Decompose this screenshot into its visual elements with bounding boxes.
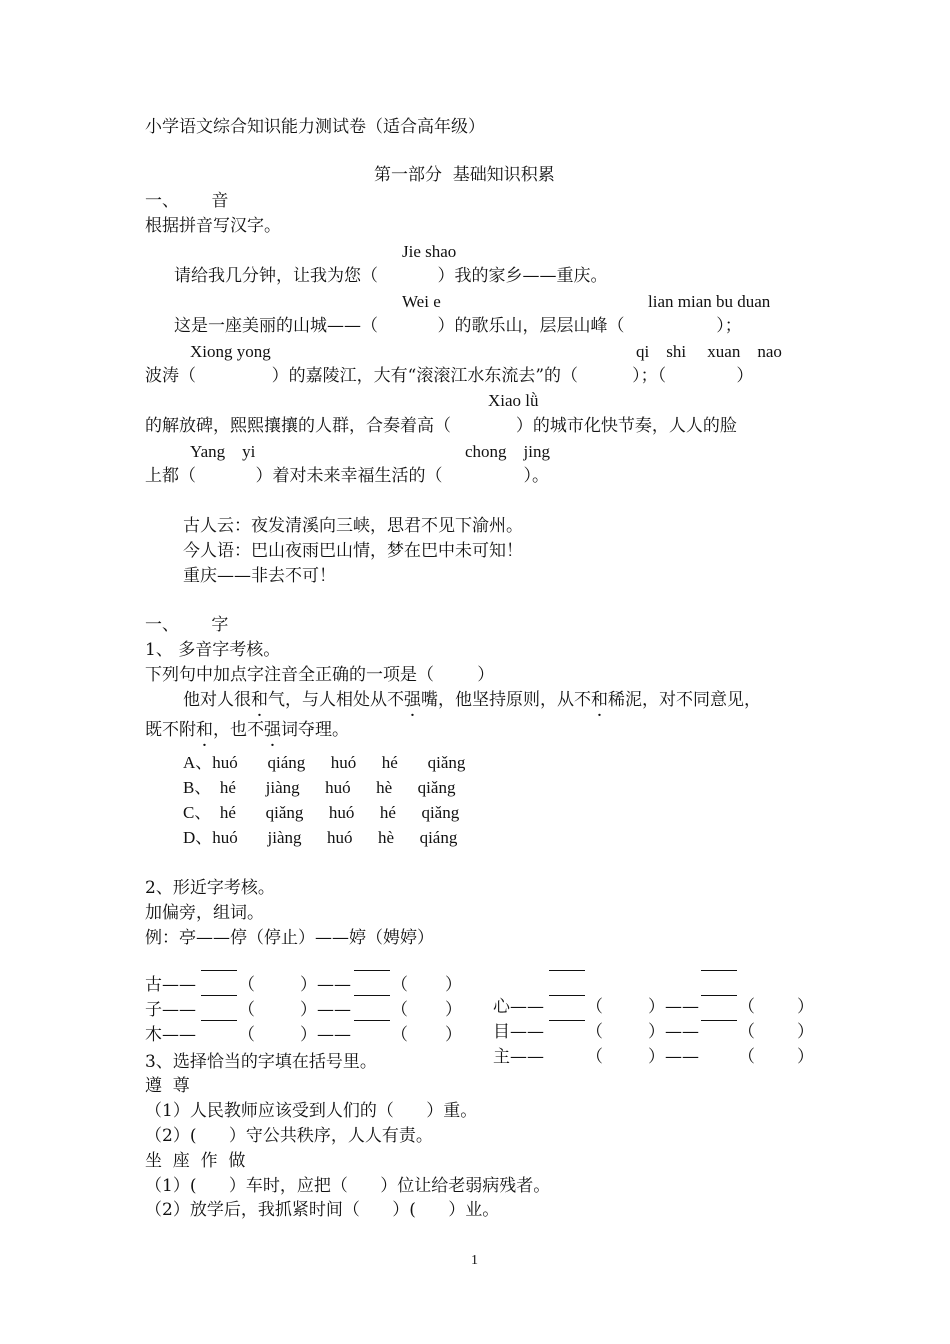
passage-line: 上都（ ）着对未来幸福生活的（ ）。	[145, 466, 549, 486]
q3-char-group: 遵 尊	[145, 1076, 190, 1096]
pinyin-prompt: lian mian bu duan	[648, 292, 771, 311]
q2-row: 古 —— （ ） —— （ ） 心 —— （ ） —— （ ）	[145, 952, 156, 1018]
quote-line: 古人云：夜发清溪向三峡，思君不见下渝州。	[183, 516, 523, 536]
q3-title: 3、选择恰当的字填在括号里。	[145, 1052, 377, 1072]
page-number: 1	[471, 1253, 478, 1268]
q3-item: （2）放学后，我抓紧时间（ ）( ）业。	[145, 1200, 500, 1220]
quote-line: 重庆——非去不可！	[183, 566, 336, 586]
q3-item: （2）( ）守公共秩序，人人有责。	[145, 1126, 433, 1146]
section1-instruction: 根据拼音写汉字。	[145, 216, 281, 236]
q2-example: 例：亭——停（停止）——婷（娉婷）	[145, 928, 434, 948]
part-heading: 第一部分 基础知识积累	[374, 165, 555, 185]
option-a: A、huó qiáng huó hé qiǎng	[183, 753, 466, 772]
section2-heading: 一、 字	[145, 615, 229, 635]
pinyin-prompt: chong jing	[465, 442, 550, 461]
pinyin-prompt: qi shi xuan nao	[636, 342, 782, 361]
section1-heading: 一、 音	[145, 191, 229, 211]
q1-instruction: 下列句中加点字注音全正确的一项是（ ）	[145, 665, 495, 685]
pinyin-prompt: Wei e	[402, 292, 441, 311]
passage-line: 这是一座美丽的山城——（ ）的歌乐山，层层山峰（ ）；	[174, 316, 742, 336]
quote-line: 今人语：巴山夜雨巴山情，梦在巴中未可知！	[183, 541, 523, 561]
q2-row: 子 —— （ ） —— （ ） 目 —— （ ） —— （ ）	[145, 977, 156, 1043]
q3-item: （1）人民教师应该受到人们的（ ）重。	[145, 1101, 478, 1121]
pinyin-prompt: Yang yi	[190, 442, 256, 461]
doc-title: 小学语文综合知识能力测试卷（适合高年级）	[145, 117, 485, 137]
option-d: D、huó jiàng huó hè qiáng	[183, 828, 458, 847]
q2-row: 木 —— （ ） —— （ ） 主 —— （ ） —— （ ）	[145, 1002, 156, 1068]
q2-instruction: 加偏旁，组词。	[145, 903, 264, 923]
passage-line: 波涛（ ）的嘉陵江，大有“滚滚江水东流去”的（ ）；（ ）	[145, 366, 754, 386]
passage-line: 请给我几分钟，让我为您（ ）我的家乡——重庆。	[174, 266, 608, 286]
q1-sentence: 他对人很和气，与人相处从不强嘴，他坚持原则，从不和稀泥，对不同意见，	[183, 690, 761, 710]
q3-char-group: 坐 座 作 做	[145, 1151, 246, 1171]
option-c: C、 hé qiǎng huó hé qiǎng	[183, 803, 460, 822]
q3-item: （1）( ）车时，应把（ ）位让给老弱病残者。	[145, 1176, 551, 1196]
pinyin-prompt: Xiong yong	[190, 342, 271, 361]
q1-sentence-line2: 既不附和，也不强词夺理。	[145, 720, 349, 740]
q2-title: 2、形近字考核。	[145, 878, 275, 898]
passage-line: 的解放碑，熙熙攘攘的人群，合奏着高（ ）的城市化快节奏，人人的脸	[145, 416, 737, 436]
pinyin-prompt: Jie shao	[402, 242, 457, 261]
q1-title: 1、 多音字考核。	[145, 640, 281, 660]
pinyin-prompt: Xiao lǜ	[488, 391, 539, 410]
option-b: B、 hé jiàng huó hè qiǎng	[183, 778, 456, 797]
